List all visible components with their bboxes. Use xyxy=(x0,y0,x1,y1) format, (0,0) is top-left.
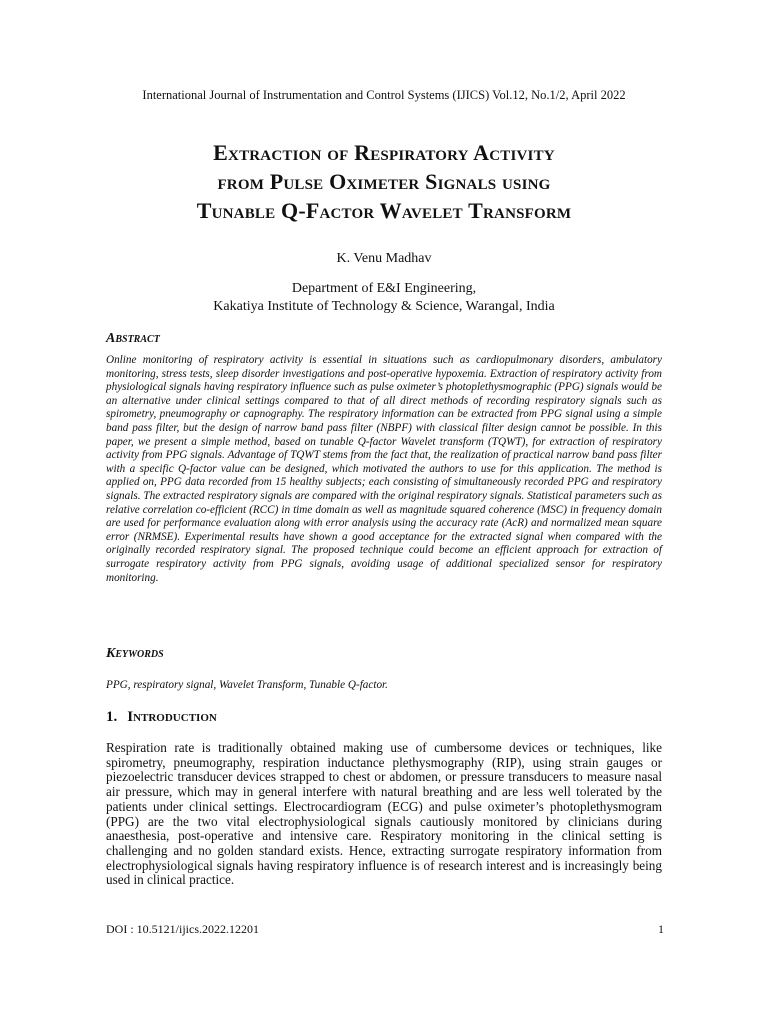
title-line-1: Extraction of Respiratory Activity xyxy=(213,140,555,165)
introduction-text: Respiration rate is traditionally obtained making use of cumbersome devices or techniques, like spirometry, pneumography, respiration inductance plethysmography (RIP), using strain gauges or piezoelectric transducer devices strapped to chest or abdomen, or pressure transducers to measure nasal air pressure, which may in general interfere with natural breathing and are less well tolerated by the patients under clinical settings. Electrocardiogram (ECG) and pulse oximeter’s photoplethysmogram (PPG) are the two vital electrophysiological signals cautiously monitored by clinicians during anaesthesia, post-operative and intensive care. Respiratory monitoring in the clinical setting is challenging and no golden standard exists. Hence, extracting surrogate respiratory information from electrophysiological signals having respiratory influence is of research interest and is increasingly being used in clinical practice. xyxy=(106,740,662,888)
affiliation-line-2: Kakatiya Institute of Technology & Science, Warangal, India xyxy=(213,299,555,314)
title-line-2: from Pulse Oximeter Signals using xyxy=(217,169,551,194)
keywords-text: PPG, respiratory signal, Wavelet Transform, Tunable Q-factor. xyxy=(106,679,388,691)
paper-title xyxy=(0,138,768,225)
abstract-heading: Abstract xyxy=(106,331,160,346)
affiliation-line-1: Department of E&I Engineering, xyxy=(291,281,477,296)
author-affiliation xyxy=(0,280,768,316)
footer-doi: DOI : 10.5121/ijics.2022.12201 xyxy=(106,922,259,936)
keywords-heading: Keywords xyxy=(106,646,164,661)
abstract-text: Online monitoring of respiratory activity is essential in situations such as cardiopulmonary disorders, ambulatory monitoring, stress tests, sleep disorder investigations and post-operative hypoxemia. Extraction of respiratory activity from physiological signals having respiratory influence such as pulse oximeter’s photoplethysmographic (PPG) signals would be an alternative under clinical settings compared to that of all direct methods of recording respiratory signals such as spirometry, pneumography or capnography. The respiratory information can be extracted from PPG signal using a simple band pass filter, but the design of narrow band pass filter (NBPF) with classical filter design cannot be possible. In this paper, we present a simple method, based on tunable Q-factor Wavelet transform (TQWT), for extraction of respiratory activity from PPG signals. Advantage of TQWT stems from the fact that, the realization of practical narrow band pass filter with a specific Q-factor value can be designed, which motivated the authors to use for this application. The method is applied on, PPG data recorded from 15 healthy subjects; each consisting of simultaneously recorded PPG and respiratory signals. The extracted respiratory signals are compared with the original respiratory signals. Statistical parameters such as relative correlation co-efficient (RCC) in time domain as well as magnitude squared coherence (MSC) in frequency domain are used for performance evaluation along with error analysis using the accuracy rate (AcR) and normalized mean square error (NRMSE). Experimental results have shown a good acceptance for the extracted signal when compared with the originally recorded respiratory signal. The proposed technique could become an efficient approach for extraction of surrogate respiratory activity from PPG signals, avoiding usage of additional specialized sensor for respiratory monitoring. xyxy=(106,354,662,584)
title-line-3: Tunable Q-Factor Wavelet Transform xyxy=(196,198,572,223)
section-title: Introduction xyxy=(127,709,217,725)
page-number: 1 xyxy=(658,922,664,936)
journal-header: International Journal of Instrumentation and Control Systems (IJICS) Vol.12, No.1/2, April 2022 xyxy=(142,88,626,102)
author-name: K. Venu Madhav xyxy=(336,251,432,266)
section-number: 1. xyxy=(106,709,118,725)
introduction-heading xyxy=(106,707,217,727)
